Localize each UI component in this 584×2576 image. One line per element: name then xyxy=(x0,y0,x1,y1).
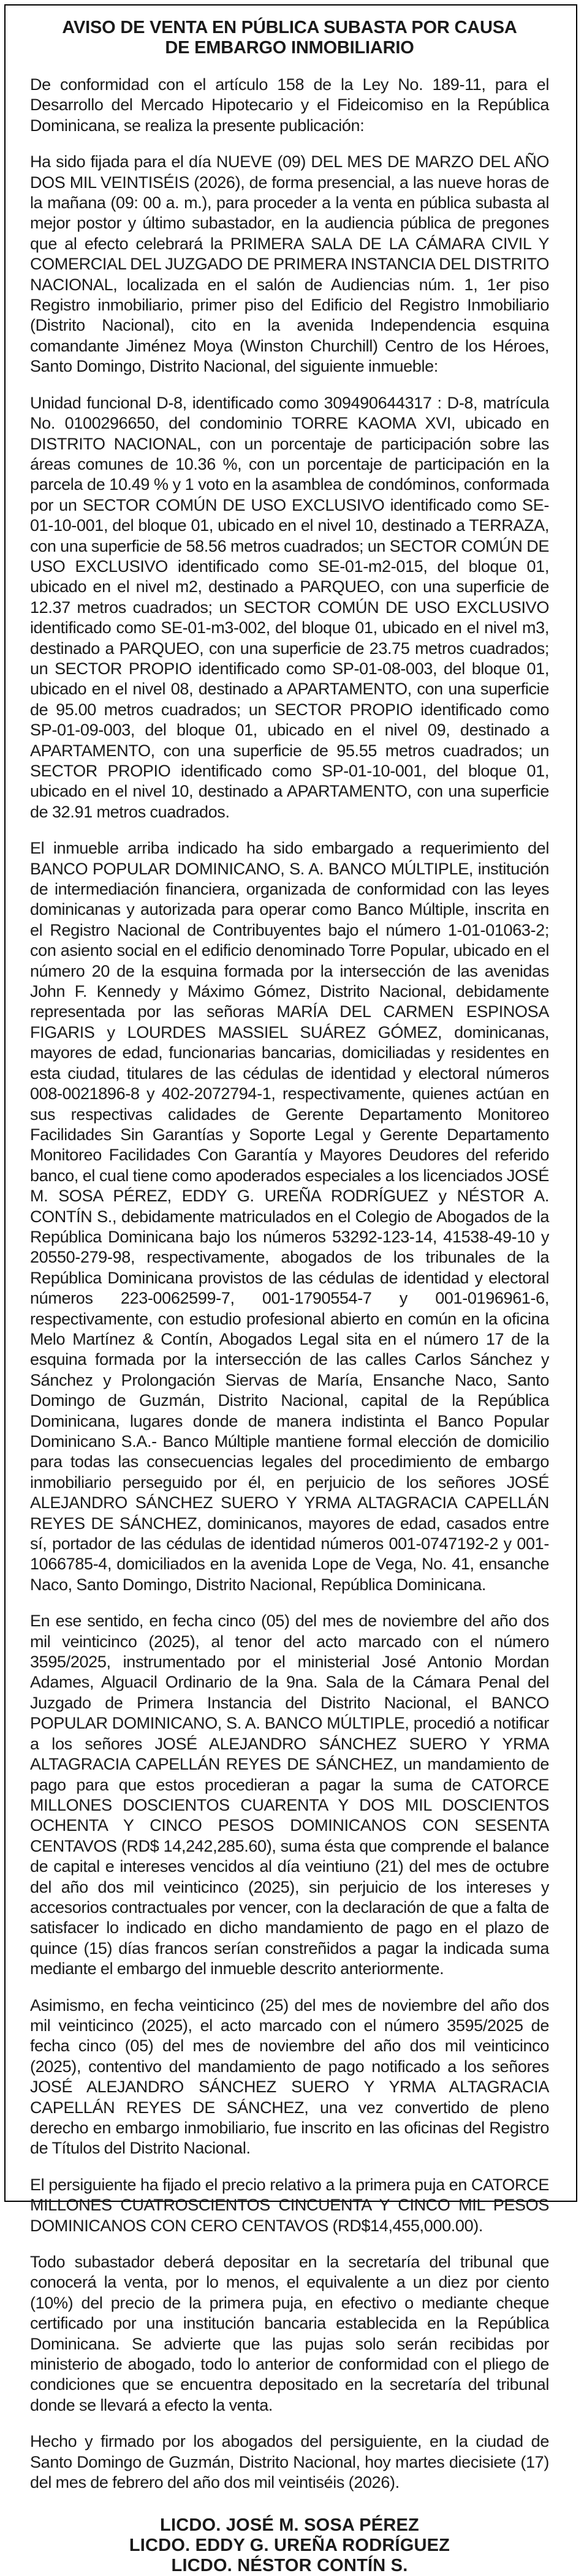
signature-block xyxy=(30,2515,549,2576)
legal-notice xyxy=(4,4,577,2575)
signature-line: LICDO. NÉSTOR CONTÍN S. xyxy=(171,2555,408,2575)
paragraph-property-description: Unidad funcional D-8, identificado como 309490644317 : D-8, matrícula No. 0100296650, del condominio TORRE KAOMA XVI, ubicado en DISTRITO NACIONAL, con un porcentaje de participación sobre las áreas comunes de 10.36 %, con un porcentaje de participación en la parcela de 10.49 % y 1 voto en la asamblea de condóminos, conformada por un SECTOR COMÚN DE USO EXCLUSIVO identificado como SE-01-10-001, del bloque 01, ubicado en el nivel 10, destinado a TERRAZA, con una superficie de 58.56 metros cuadrados; un SECTOR COMÚN DE USO EXCLUSIVO identificado como SE-01-m2-015, del bloque 01, ubicado en el nivel m2, destinado a PARQUEO, con una superficie de 12.37 metros cuadrados; un SECTOR COMÚN DE USO EXCLUSIVO identificado como SE-01-m3-002, del bloque 01, ubicado en el nivel m3, destinado a PARQUEO, con una superficie de 23.75 metros cuadrados; un SECTOR PROPIO identificado como SP-01-08-003, del bloque 01, ubicado en el nivel 08, destinado a APARTAMENTO, con una superficie de 95.00 metros cuadrados; un SECTOR PROPIO identificado como SP-01-09-003, del bloque 01, ubicado en el nivel 09, destinado a APARTAMENTO, con una superficie de 95.55 metros cuadrados; un SECTOR PROPIO identificado como SP-01-10-001, del bloque 01, ubicado en el nivel 10, destinado a APARTAMENTO, con una superficie de 32.91 metros cuadrados. xyxy=(30,393,550,821)
paragraph-starting-price: El persiguiente ha fijado el precio relativo a la primera puja en CATORCE MILLONES CUATROSCIENTOS CINCUENTA Y CINCO MIL PESOS DOMINICANOS CON CERO CENTAVOS (RD$14,455,000.00). xyxy=(30,2175,549,2235)
title-line: DE EMBARGO INMOBILIARIO xyxy=(165,38,414,58)
paragraph-creditor-details: El inmueble arriba indicado ha sido embargado a requerimiento del BANCO POPULAR DOMINICANO, S. A. BANCO MÚLTIPLE, institución de intermediación financiera, organizada de conformidad con las leyes dominicanas y autorizada para operar como Banco Múltiple, inscrita en el Registro Nacional de Contribuyentes bajo el número 1-01-01063-2; con asiento social en el edificio denominado Torre Popular, ubicado en el número 20 de la esquina formada por la intersección de las avenidas John F. Kennedy y Máximo Gómez, Distrito Nacional, debidamente representada por las señoras MARÍA DEL CARMEN ESPINOSA FIGARIS y LOURDES MASSIEL SUÁREZ GÓMEZ, dominicanas, mayores de edad, funcionarias bancarias, domiciliadas y residentes en esta ciudad, titulares de las cédulas de identidad y electoral números 008-0021896-8 y 402-2072794-1, respectivamente, quienes actúan en sus respectivas calidades de Gerente Departamento Monitoreo Facilidades Sin Garantías y Soporte Legal y Gerente Departamento Monitoreo Facilidades Con Garantía y Mayores Deudores del referido banco, el cual tiene como apoderados especiales a los licenciados JOSÉ M. SOSA PÉREZ, EDDY G. UREÑA RODRÍGUEZ y NÉSTOR A. CONTÍN S., debidamente matriculados en el Colegio de Abogados de la República Dominicana bajo los números 53292-123-14, 41538-49-10 y 20550-279-98, respectivamente, abogados de los tribunales de la República Dominicana provistos de las cédulas de identidad y electoral números 223-0062599-7, 001-1790554-7 y 001-0196961-6, respectivamente, con estudio profesional abierto en común en la oficina Melo Martínez & Contín, Abogados Legal sita en el número 17 de la esquina formada por la intersección de las calles Carlos Sánchez y Sánchez y Prolongación Siervas de María, Ensanche Naco, Santo Domingo de Guzmán, Distrito Nacional, capital de la República Dominicana, lugares donde de manera indistinta el Banco Popular Dominicano S.A.- Banco Múltiple mantiene formal elección de domicilio para todas las consecuencias legales del procedimiento de embargo inmobiliario perseguido por él, en perjuicio de los señores JOSÉ ALEJANDRO SÁNCHEZ SUERO Y YRMA ALTAGRACIA CAPELLÁN REYES DE SÁNCHEZ, dominicanos, mayores de edad, casados entre sí, portador de las cédulas de identidad números 001-0747192-2 y 001-1066785-4, domiciliados en la avenida Lope de Vega, No. 41, ensanche Naco, Santo Domingo, Distrito Nacional, República Dominicana. xyxy=(30,839,549,1594)
title-line: AVISO DE VENTA EN PÚBLICA SUBASTA POR CAUSA xyxy=(62,18,517,37)
paragraph-bidding-conditions: Todo subastador deberá depositar en la secretaría del tribunal que conocerá la venta, por lo menos, el equivalente a un diez por ciento (10%) del precio de la primera puja, en efectivo o mediante cheque certificado por una institución bancaria establecida en la República Dominicana. Se advierte que las pujas solo serán recibidas por ministerio de abogado, todo lo anterior de conformidad con el pliego de condiciones que se encuentra depositado en la secretaría del tribunal donde se llevará a efecto la venta. xyxy=(30,2253,549,2414)
paragraph-signing-statement: Hecho y firmado por los abogados del persiguiente, en la ciudad de Santo Domingo de Guzmán, Distrito Nacional, hoy martes diecisiete (17) del mes de febrero del año dos mil veintiséis (2026). xyxy=(30,2432,549,2492)
notice-title xyxy=(30,18,549,58)
signature-line: LICDO. EDDY G. UREÑA RODRÍGUEZ xyxy=(129,2535,450,2555)
paragraph-registration: Asimismo, en fecha veinticinco (25) del mes de noviembre del año dos mil veinticinco (2025), el acto marcado con el número 3595/2025 de fecha cinco (05) del mes de noviembre del año dos mil veinticinco (2025), contentivo del mandamiento de pago notificado a los señores JOSÉ ALEJANDRO SÁNCHEZ SUERO Y YRMA ALTAGRACIA CAPELLÁN REYES DE SÁNCHEZ, una vez convertido de pleno derecho en embargo inmobiliario, fue inscrito en las oficinas del Registro de Títulos del Distrito Nacional. xyxy=(30,1996,549,2158)
signature-line: LICDO. JOSÉ M. SOSA PÉREZ xyxy=(160,2515,419,2535)
paragraph-auction-date: Ha sido fijada para el día NUEVE (09) DEL MES DE MARZO DEL AÑO DOS MIL VEINTISÉIS (2026), de forma presencial, a las nueve horas de la mañana (09: 00 a. m.), para proceder a la venta en pública subasta al mejor postor y último subastador, en la audiencia pública de pregones que al efecto celebrará la PRIMERA SALA DE LA CÁMARA CIVIL Y COMERCIAL DEL JUZGADO DE PRIMERA INSTANCIA DEL DISTRITO NACIONAL, localizada en el salón de Audiencias núm. 1, 1er piso Registro inmobiliario, primer piso del Edificio del Registro Inmobiliario (Distrito Nacional), cito en la avenida Independencia esquina comandante Jiménez Moya (Winston Churchill) Centro de los Héroes, Santo Domingo, Distrito Nacional, del siguiente inmueble: xyxy=(30,152,549,376)
paragraph-payment-demand: En ese sentido, en fecha cinco (05) del mes de noviembre del año dos mil veinticinco (2025), al tenor del acto marcado con el número 3595/2025, instrumentado por el ministerial José Antonio Mordan Adames, Alguacil Ordinario de la 9na. Sala de la Cámara Penal del Juzgado de Primera Instancia del Distrito Nacional, el BANCO POPULAR DOMINICANO, S. A. BANCO MÚLTIPLE, procedió a notificar a los señores JOSÉ ALEJANDRO SÁNCHEZ SUERO Y YRMA ALTAGRACIA CAPELLÁN REYES DE SÁNCHEZ, un mandamiento de pago para que estos procedieran a pagar la suma de CATORCE MILLONES DOSCIENTOS CUARENTA Y DOS MIL DOSCIENTOS OCHENTA Y CINCO PESOS DOMINICANOS CON SESENTA CENTAVOS (RD$ 14,242,285.60), suma ésta que comprende el balance de capital e intereses vencidos al día veintiuno (21) del mes de octubre del año dos mil veinticinco (2025), sin perjuicio de los intereses y accesorios contractuales por vencer, con la declaración de que a falta de satisfacer lo indicado en dicho mandamiento de pago en el plazo de quince (15) días francos serían constreñidos a pagar la indicada suma mediante el embargo del inmueble descrito anteriormente. xyxy=(30,1612,549,1978)
paragraph-legal-basis: De conformidad con el artículo 158 de la Ley No. 189-11, para el Desarrollo del Mercado Hipotecario y el Fideicomiso en la República Dominicana, se realiza la presente publicación: xyxy=(30,75,549,135)
